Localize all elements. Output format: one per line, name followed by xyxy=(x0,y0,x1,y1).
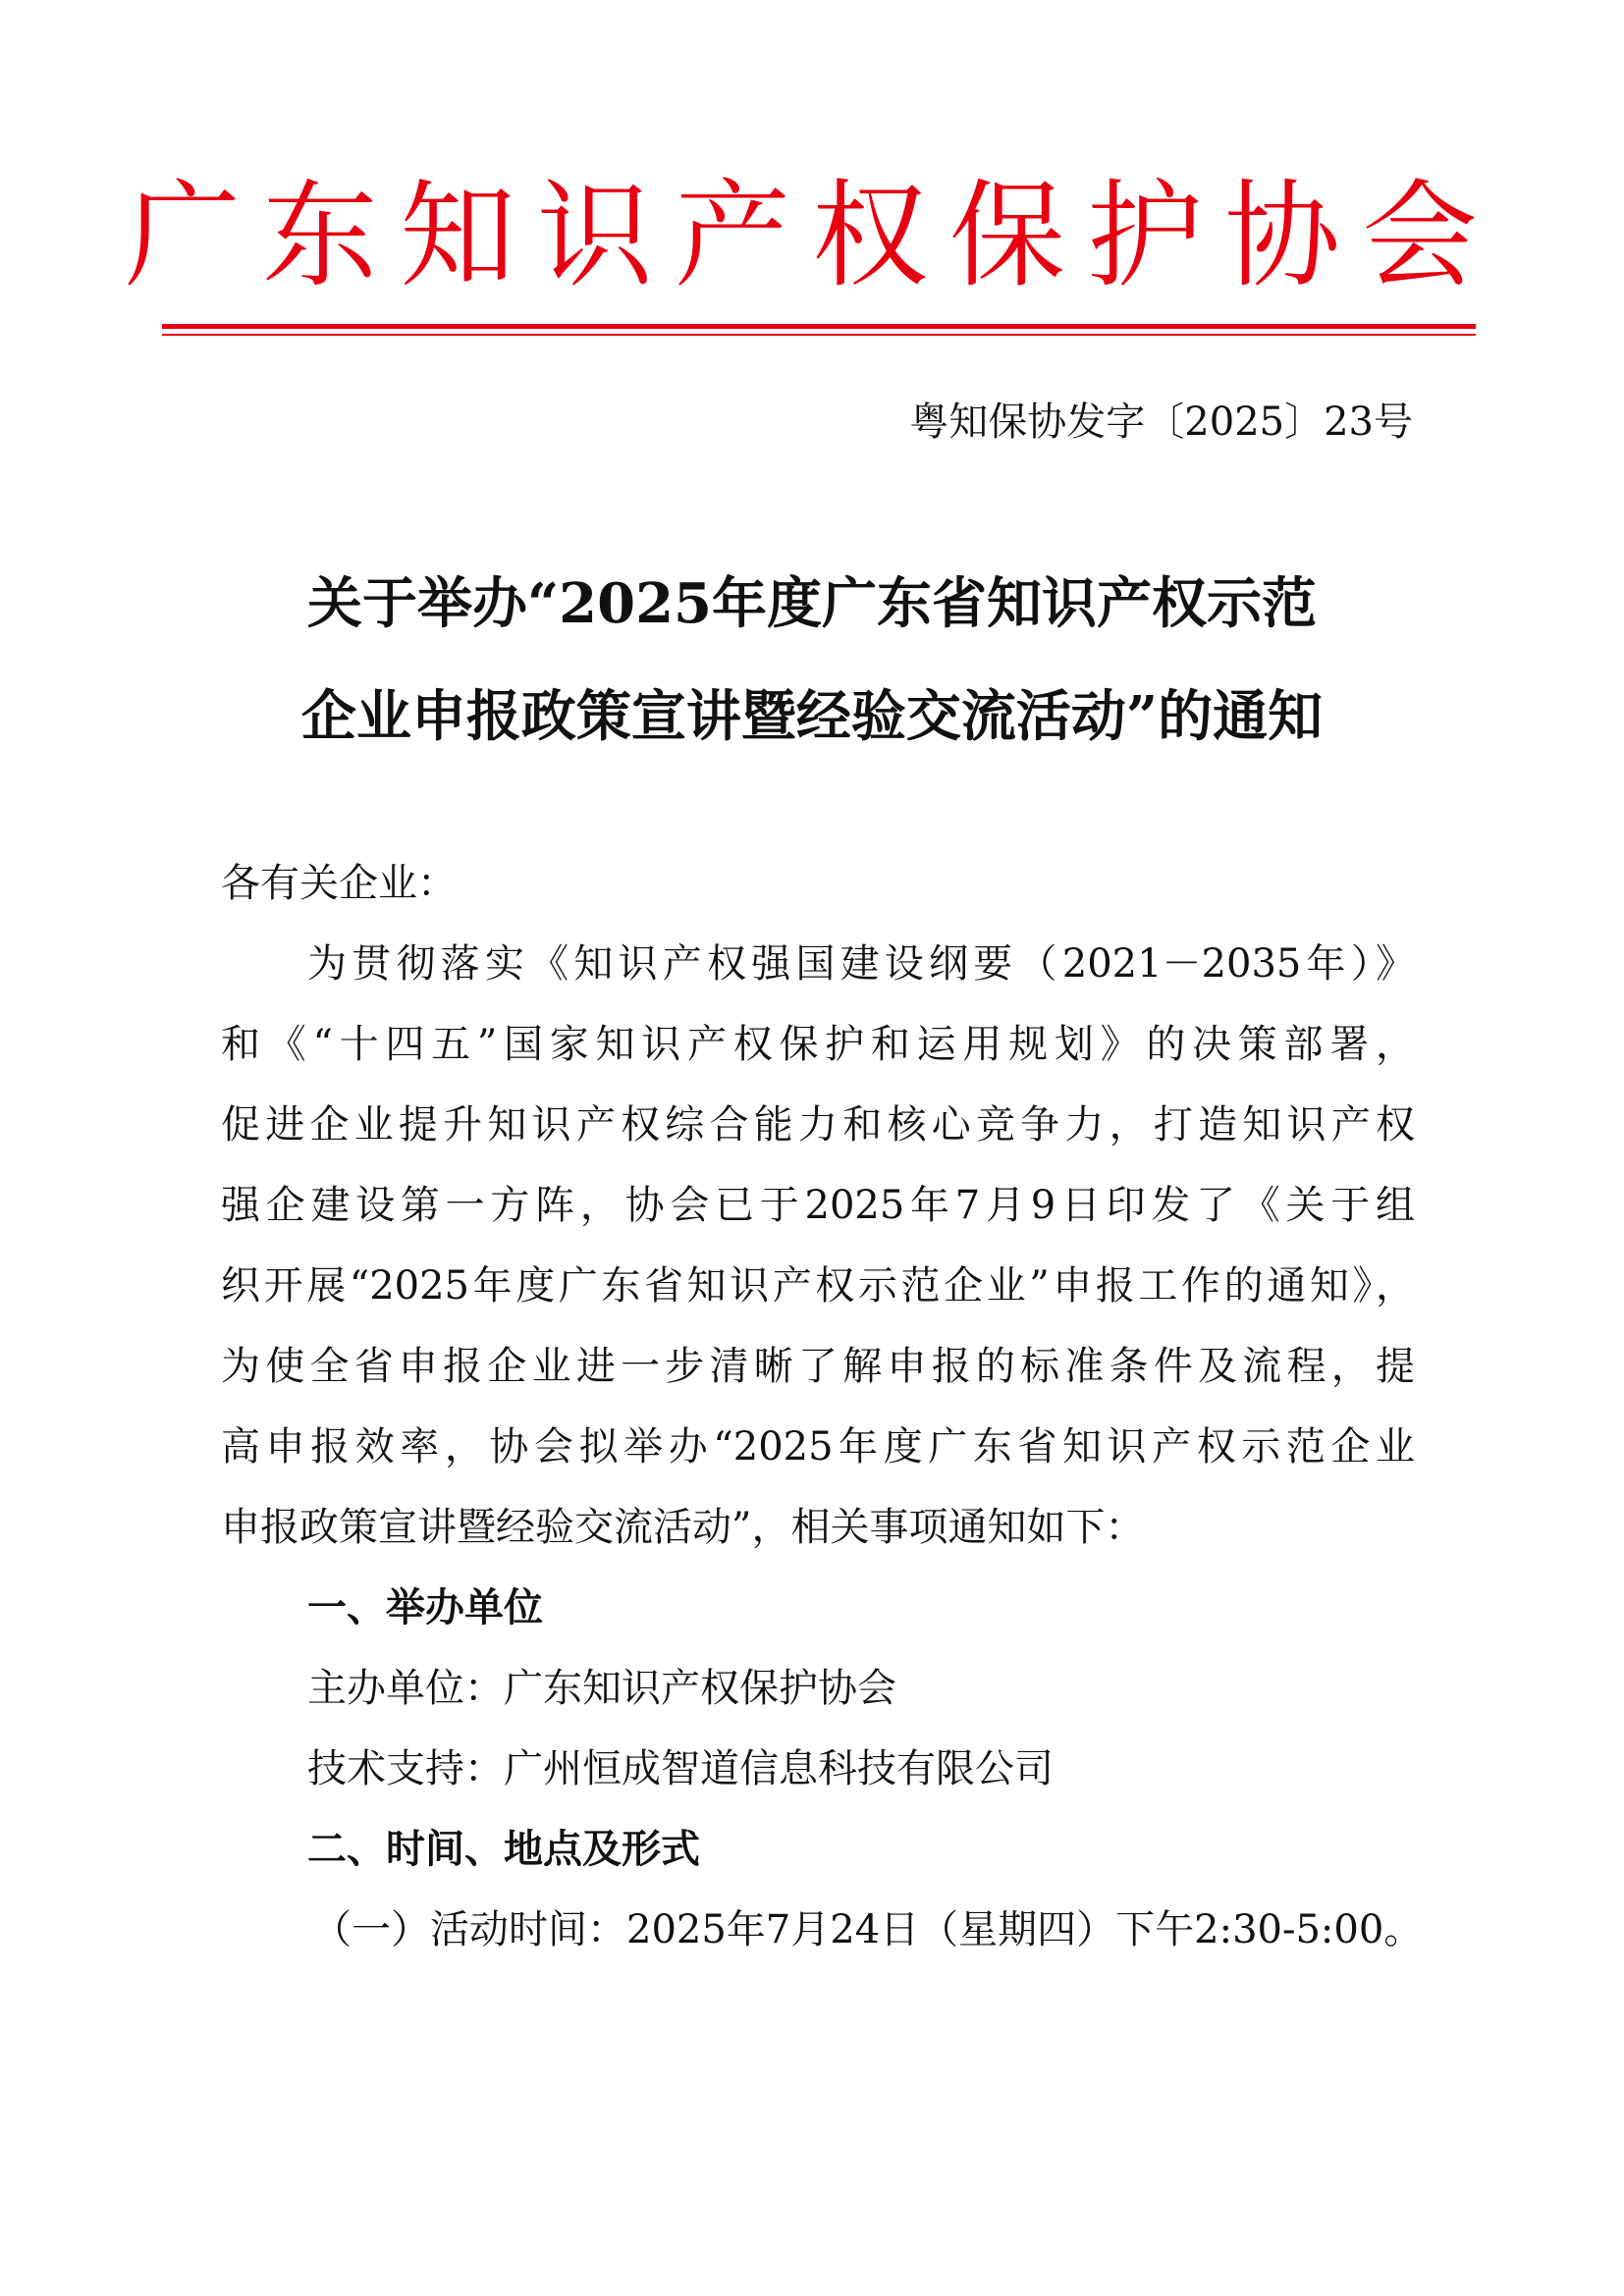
paragraph-line: 织开展“2025年度广东省知识产权示范企业”申报工作的通知》， xyxy=(221,1263,1415,1308)
organizer-line: 主办单位：广东知识产权保护协会 xyxy=(307,1666,896,1711)
paragraph-line: 和《“十四五”国家知识产权保护和运用规划》的决策部署， xyxy=(221,1022,1415,1067)
letterhead-red-rule-thick xyxy=(162,324,1476,329)
paragraph-line: 高申报效率，协会拟举办“2025年度广东省知识产权示范企业 xyxy=(221,1424,1415,1469)
paragraph-line: 强企建设第一方阵，协会已于2025年7月9日印发了《关于组 xyxy=(221,1183,1415,1228)
paragraph-line: 申报政策宣讲暨经验交流活动”，相关事项通知如下： xyxy=(221,1505,1145,1550)
paragraph-line: 为贯彻落实《知识产权强国建设纲要（2021－2035年）》 xyxy=(307,941,1415,987)
paragraph-line: 促进企业提升知识产权综合能力和核心竞争力，打造知识产权 xyxy=(221,1102,1415,1148)
document-number: 粤知保协发字〔2025〕23号 xyxy=(909,400,1413,445)
document-title-line-2: 企业申报政策宣讲暨经验交流活动”的通知 xyxy=(300,684,1324,749)
section-heading-organizers: 一、举办单位 xyxy=(307,1584,543,1630)
letterhead-red-rule-thin xyxy=(162,334,1476,336)
tech-support-line: 技术支持：广州恒成智道信息科技有限公司 xyxy=(307,1746,1054,1791)
activity-time-line: （一）活动时间：2025年7月24日（星期四）下午2:30-5:00。 xyxy=(312,1907,1424,1952)
section-heading-time-place: 二、时间、地点及形式 xyxy=(307,1826,700,1872)
paragraph-line: 为使全省申报企业进一步清晰了解申报的标准条件及流程，提 xyxy=(221,1344,1415,1389)
letterhead-org-name: 广东知识产权保护协会 xyxy=(124,168,1499,303)
document-title-line-1: 关于举办“2025年度广东省知识产权示范 xyxy=(306,571,1318,636)
salutation: 各有关企业： xyxy=(221,861,457,906)
